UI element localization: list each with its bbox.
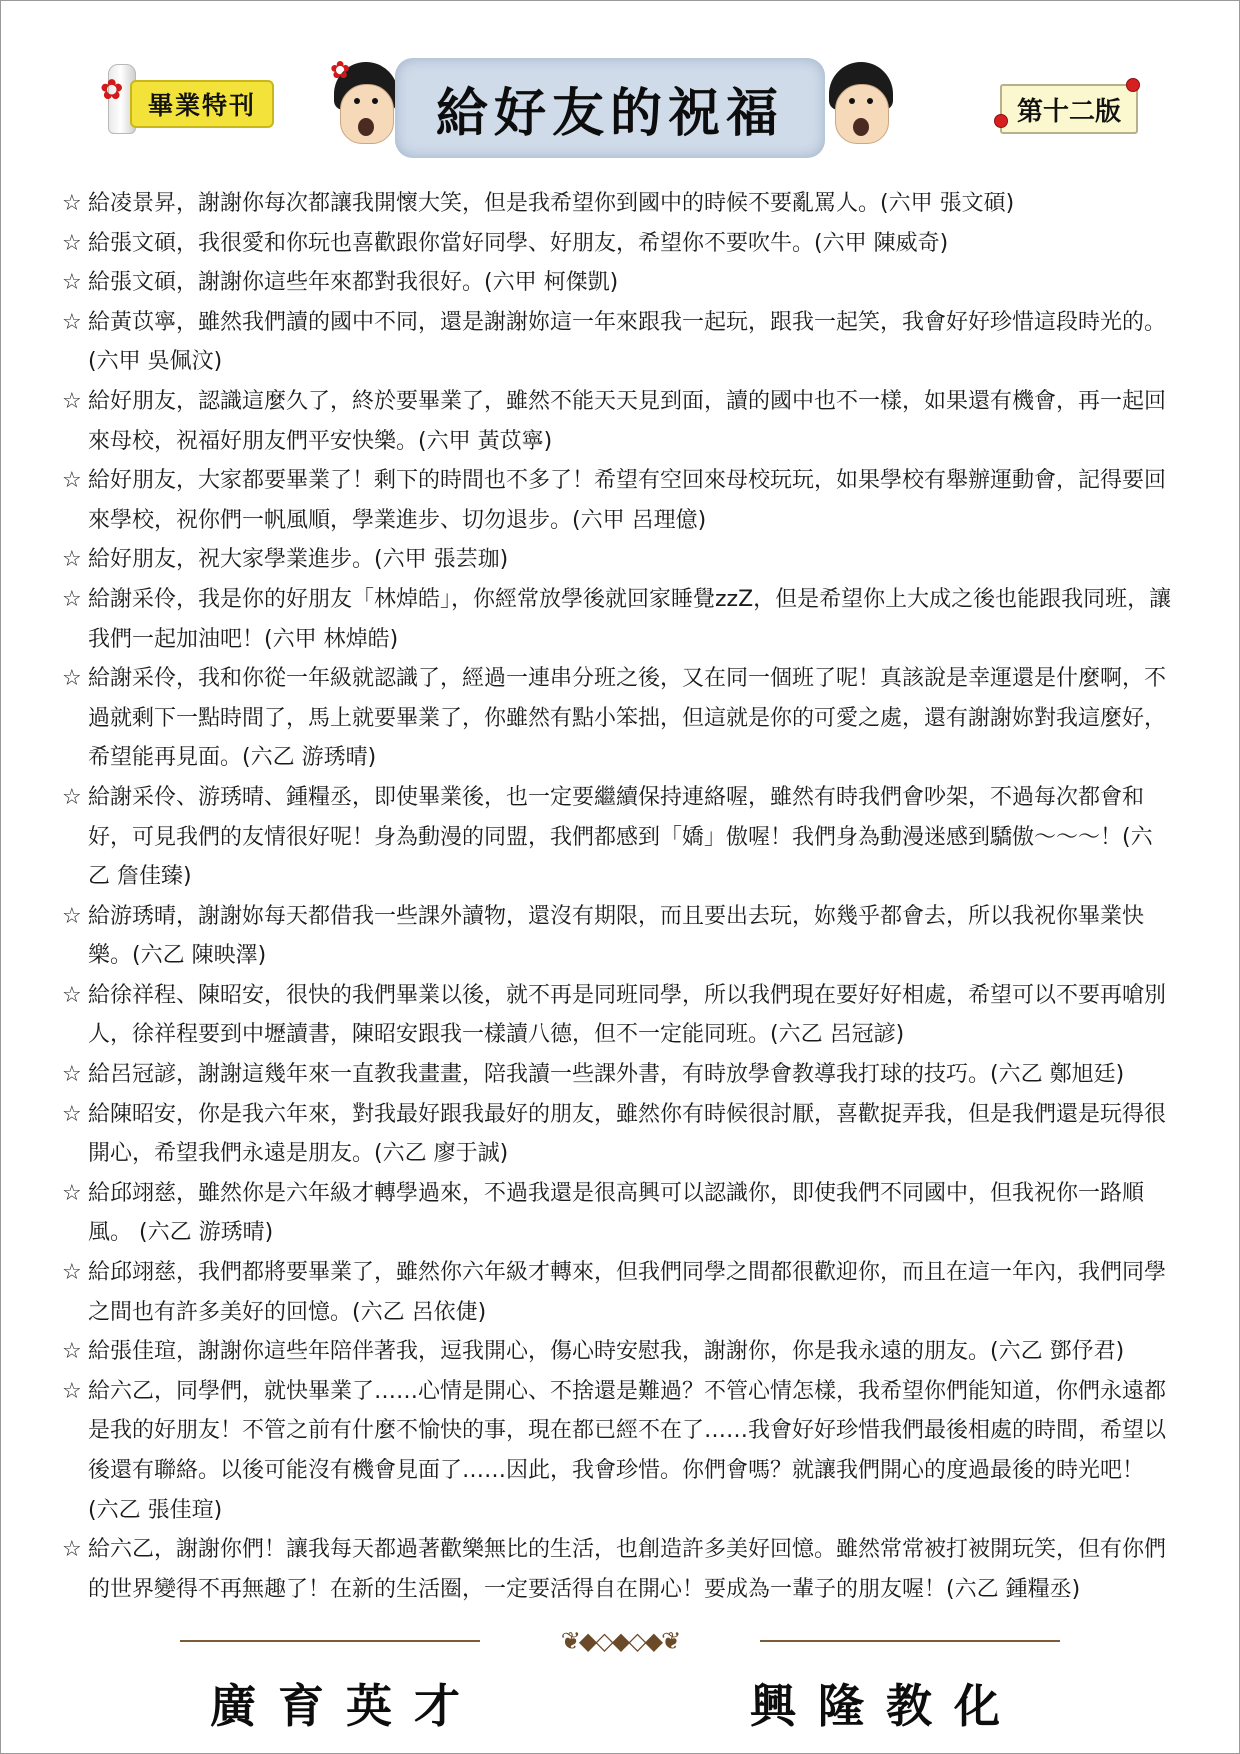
wish-entry — [62, 1174, 1172, 1253]
star-icon: ☆ — [62, 388, 82, 414]
wish-entry — [62, 1530, 1172, 1609]
ornament-scroll-icon: ❦◆◇◆◇◆❦ — [560, 1627, 680, 1655]
wish-text: 給好朋友，大家都要畢業了！剩下的時間也不多了！希望有空回來母校玩玩，如果學校有舉辦運動會，記得要回來學校，祝你們一帆風順，學業進步、切勿退步。(六甲 呂理億) — [88, 468, 1167, 533]
wishes-list — [62, 184, 1172, 1609]
ornament-line — [760, 1640, 1060, 1642]
wish-text: 給謝采伶，我是你的好朋友「林焯皓」，你經常放學後就回家睡覺zzZ，但是希望你上大成之後也能跟我同班，讓我們一起加油吧！(六甲 林焯皓) — [88, 586, 1172, 652]
wish-text: 給謝采伶，我和你從一年級就認識了，經過一連串分班之後，又在同一個班了呢！真該說是幸運還是什麼啊，不過就剩下一點時間了，馬上就要畢業了，你雖然有點小笨拙，但這就是你的可愛之處，還有謝謝妳對我這麼好，希望能再見面。(六乙 游琇晴) — [88, 666, 1167, 771]
wish-entry — [62, 976, 1172, 1055]
motto-left: 廣育英才 — [210, 1679, 482, 1733]
pin-icon — [1126, 78, 1140, 92]
star-icon: ☆ — [62, 1260, 82, 1286]
wish-entry — [62, 1253, 1172, 1332]
girl-face-icon: ✿ — [330, 62, 402, 150]
motto-right: 興隆教化 — [750, 1679, 1022, 1733]
ornament-line — [180, 1640, 480, 1642]
star-icon: ☆ — [62, 1537, 82, 1563]
wish-entry — [62, 303, 1172, 382]
wish-text: 給邱翊慈，我們都將要畢業了，雖然你六年級才轉來，但我們同學之間都很歡迎你，而且在這一年內，我們同學之間也有許多美好的回憶。(六乙 呂依倢) — [88, 1260, 1167, 1325]
wish-text: 給黃苡寧，雖然我們讀的國中不同，還是謝謝妳這一年來跟我一起玩，跟我一起笑，我會好好珍惜這段時光的。(六甲 吳佩汶) — [88, 309, 1167, 375]
wish-text: 給陳昭安，你是我六年來，對我最好跟我最好的朋友，雖然你有時候很討厭，喜歡捉弄我，但是我們還是玩得很開心，希望我們永遠是朋友。(六乙 廖于誠) — [88, 1101, 1167, 1167]
wish-text: 給六乙，同學們，就快畢業了……心情是開心、不捨還是難過？不管心情怎樣，我希望你們能知道，你們永遠都是我的好朋友！不管之前有什麼不愉快的事，現在都已經不在了……我會好好珍惜我們最後相處的時間，希望以後還有聯絡。以後可能沒有機會見面了……因此，我會珍惜。你們會嗎？就讓我們開心的度過最後的時光吧！(六乙 張佳瑄) — [88, 1378, 1167, 1523]
wish-entry — [62, 1332, 1172, 1372]
pin-icon — [994, 114, 1008, 128]
wish-text: 給呂冠諺，謝謝這幾年來一直教我畫畫，陪我讀一些課外書，有時放學會教導我打球的技巧。(六乙 鄭旭廷) — [88, 1062, 1125, 1088]
star-icon: ☆ — [62, 666, 82, 692]
star-icon: ☆ — [62, 1339, 82, 1365]
star-icon: ☆ — [62, 784, 82, 810]
wish-entry — [62, 659, 1172, 778]
footer — [180, 1618, 1060, 1733]
star-icon: ☆ — [62, 547, 82, 573]
wish-text: 給張文碩，我很愛和你玩也喜歡跟你當好同學、好朋友，希望你不要吹牛。(六甲 陳威奇) — [88, 230, 949, 256]
wish-entry — [62, 224, 1172, 264]
boy-face-icon — [825, 62, 897, 150]
wish-text: 給游琇晴，謝謝妳每天都借我一些課外讀物，還沒有期限，而且要出去玩，妳幾乎都會去，所以我祝你畢業快樂。(六乙 陳映澤) — [88, 903, 1145, 969]
edition-badge — [1000, 84, 1140, 134]
wish-text: 給張佳瑄，謝謝你這些年陪伴著我，逗我開心，傷心時安慰我，謝謝你，你是我永遠的朋友。(六乙 鄧伃君) — [88, 1339, 1125, 1365]
wish-text: 給好朋友，祝大家學業進步。(六甲 張芸珈) — [88, 547, 509, 573]
star-icon: ☆ — [62, 586, 82, 612]
wish-entry — [62, 1372, 1172, 1530]
star-icon: ☆ — [62, 982, 82, 1008]
star-icon: ☆ — [62, 230, 82, 256]
badge-label: 畢業特刊 — [130, 80, 274, 128]
star-icon: ☆ — [62, 1101, 82, 1127]
wish-text: 給凌景昇，謝謝你每次都讓我開懷大笑，但是我希望你到國中的時候不要亂罵人。(六甲 張文碩) — [88, 191, 1015, 216]
star-icon: ☆ — [62, 468, 82, 494]
wish-text: 給張文碩，謝謝你這些年來都對我很好。(六甲 柯傑凱) — [88, 270, 619, 296]
wish-text: 給邱翊慈，雖然你是六年級才轉學過來，不過我還是很高興可以認識你，即使我們不同國中，但我祝你一路順風。 (六乙 游琇晴) — [88, 1180, 1145, 1246]
wish-entry — [62, 263, 1172, 303]
wish-text: 給好朋友，認識這麼久了，終於要畢業了，雖然不能天天見到面，讀的國中也不一樣，如果還有機會，再一起回來母校，祝福好朋友們平安快樂。(六甲 黃苡寧) — [88, 388, 1167, 454]
star-icon: ☆ — [62, 191, 82, 216]
star-icon: ☆ — [62, 903, 82, 929]
wish-entry — [62, 1055, 1172, 1095]
wish-entry — [62, 897, 1172, 976]
wish-text: 給徐祥程、陳昭安，很快的我們畢業以後，就不再是同班同學，所以我們現在要好好相處，希望可以不要再嗆別人，徐祥程要到中壢讀書，陳昭安跟我一樣讀八德，但不一定能同班。(六乙 呂冠諺) — [88, 982, 1167, 1048]
wish-entry — [62, 461, 1172, 540]
wish-entry — [62, 382, 1172, 461]
ribbon-bow-icon: ✿ — [100, 73, 124, 106]
star-icon: ☆ — [62, 270, 82, 296]
wish-entry — [62, 580, 1172, 659]
wish-entry — [62, 778, 1172, 897]
edition-label: 第十二版 — [1000, 84, 1138, 134]
wish-entry — [62, 1095, 1172, 1174]
wish-text: 給謝采伶、游琇晴、鍾糧丞，即使畢業後，也一定要繼續保持連絡喔，雖然有時我們會吵架，不過每次都會和好，可見我們的友情很好呢！身為動漫的同盟，我們都感到「嬌」傲喔！我們身為動漫迷感到驕傲～～～！(六乙 詹佳臻) — [88, 784, 1153, 890]
star-icon: ☆ — [62, 1062, 82, 1088]
star-icon: ☆ — [62, 1180, 82, 1206]
wish-text: 給六乙，謝謝你們！讓我每天都過著歡樂無比的生活，也創造許多美好回憶。雖然常常被打被開玩笑，但有你們的世界變得不再無趣了！在新的生活圈，一定要活得自在開心！要成為一輩子的朋友喔！(六乙 鍾糧丞) — [88, 1537, 1167, 1602]
wish-entry — [62, 540, 1172, 580]
star-icon: ☆ — [62, 309, 82, 335]
page-title: 給好友的祝福 — [395, 58, 825, 158]
wish-entry — [62, 184, 1172, 224]
graduation-special-badge — [100, 62, 275, 140]
star-icon: ☆ — [62, 1378, 82, 1404]
